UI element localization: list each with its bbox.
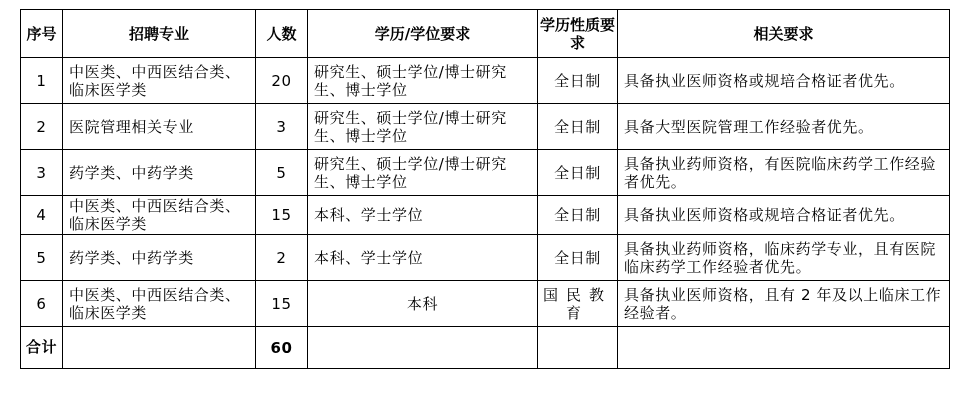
total-mode-empty — [538, 327, 618, 369]
row-count: 5 — [256, 150, 308, 196]
row-major: 中医类、中西医结合类、临床医学类 — [63, 58, 256, 104]
row-mode: 全日制 — [538, 58, 618, 104]
row-count: 15 — [256, 196, 308, 235]
row-mode: 全日制 — [538, 104, 618, 150]
row-seq: 1 — [21, 58, 63, 104]
row-mode: 国民教育 — [538, 281, 618, 327]
row-degree: 本科、学士学位 — [308, 196, 538, 235]
row-seq: 5 — [21, 235, 63, 281]
header-degree: 学历/学位要求 — [308, 10, 538, 58]
header-requirements: 相关要求 — [618, 10, 950, 58]
row-major: 药学类、中药学类 — [63, 235, 256, 281]
row-requirements: 具备执业药师资格，有医院临床药学工作经验者优先。 — [618, 150, 950, 196]
row-mode: 全日制 — [538, 235, 618, 281]
total-label: 合计 — [21, 327, 63, 369]
row-requirements: 具备执业药师资格，临床药学专业，且有医院临床药学工作经验者优先。 — [618, 235, 950, 281]
recruitment-table-container — [20, 9, 950, 369]
row-seq: 4 — [21, 196, 63, 235]
total-degree-empty — [308, 327, 538, 369]
table-row — [21, 281, 950, 327]
row-major: 药学类、中药学类 — [63, 150, 256, 196]
header-major: 招聘专业 — [63, 10, 256, 58]
row-requirements: 具备执业医师资格或规培合格证者优先。 — [618, 58, 950, 104]
row-degree: 研究生、硕士学位/博士研究生、博士学位 — [308, 150, 538, 196]
header-seq: 序号 — [21, 10, 63, 58]
row-requirements: 具备大型医院管理工作经验者优先。 — [618, 104, 950, 150]
row-degree: 本科、学士学位 — [308, 235, 538, 281]
row-seq: 2 — [21, 104, 63, 150]
row-major: 中医类、中西医结合类、临床医学类 — [63, 281, 256, 327]
row-mode: 全日制 — [538, 150, 618, 196]
table-row — [21, 104, 950, 150]
total-requirements-empty — [618, 327, 950, 369]
table-row — [21, 58, 950, 104]
row-major: 医院管理相关专业 — [63, 104, 256, 150]
table-header-row — [21, 10, 950, 58]
row-count: 15 — [256, 281, 308, 327]
row-requirements: 具备执业医师资格或规培合格证者优先。 — [618, 196, 950, 235]
row-count: 3 — [256, 104, 308, 150]
total-major-empty — [63, 327, 256, 369]
header-count: 人数 — [256, 10, 308, 58]
row-count: 20 — [256, 58, 308, 104]
row-major: 中医类、中西医结合类、临床医学类 — [63, 196, 256, 235]
recruitment-table — [20, 9, 950, 369]
total-count: 60 — [256, 327, 308, 369]
row-degree: 本科 — [308, 281, 538, 327]
row-seq: 3 — [21, 150, 63, 196]
row-mode: 全日制 — [538, 196, 618, 235]
row-degree: 研究生、硕士学位/博士研究生、博士学位 — [308, 104, 538, 150]
header-mode: 学历性质要求 — [538, 10, 618, 58]
table-row — [21, 235, 950, 281]
row-seq: 6 — [21, 281, 63, 327]
table-row — [21, 150, 950, 196]
table-row — [21, 196, 950, 235]
total-row — [21, 327, 950, 369]
row-count: 2 — [256, 235, 308, 281]
row-requirements: 具备执业医师资格，且有 2 年及以上临床工作经验者。 — [618, 281, 950, 327]
row-degree: 研究生、硕士学位/博士研究生、博士学位 — [308, 58, 538, 104]
